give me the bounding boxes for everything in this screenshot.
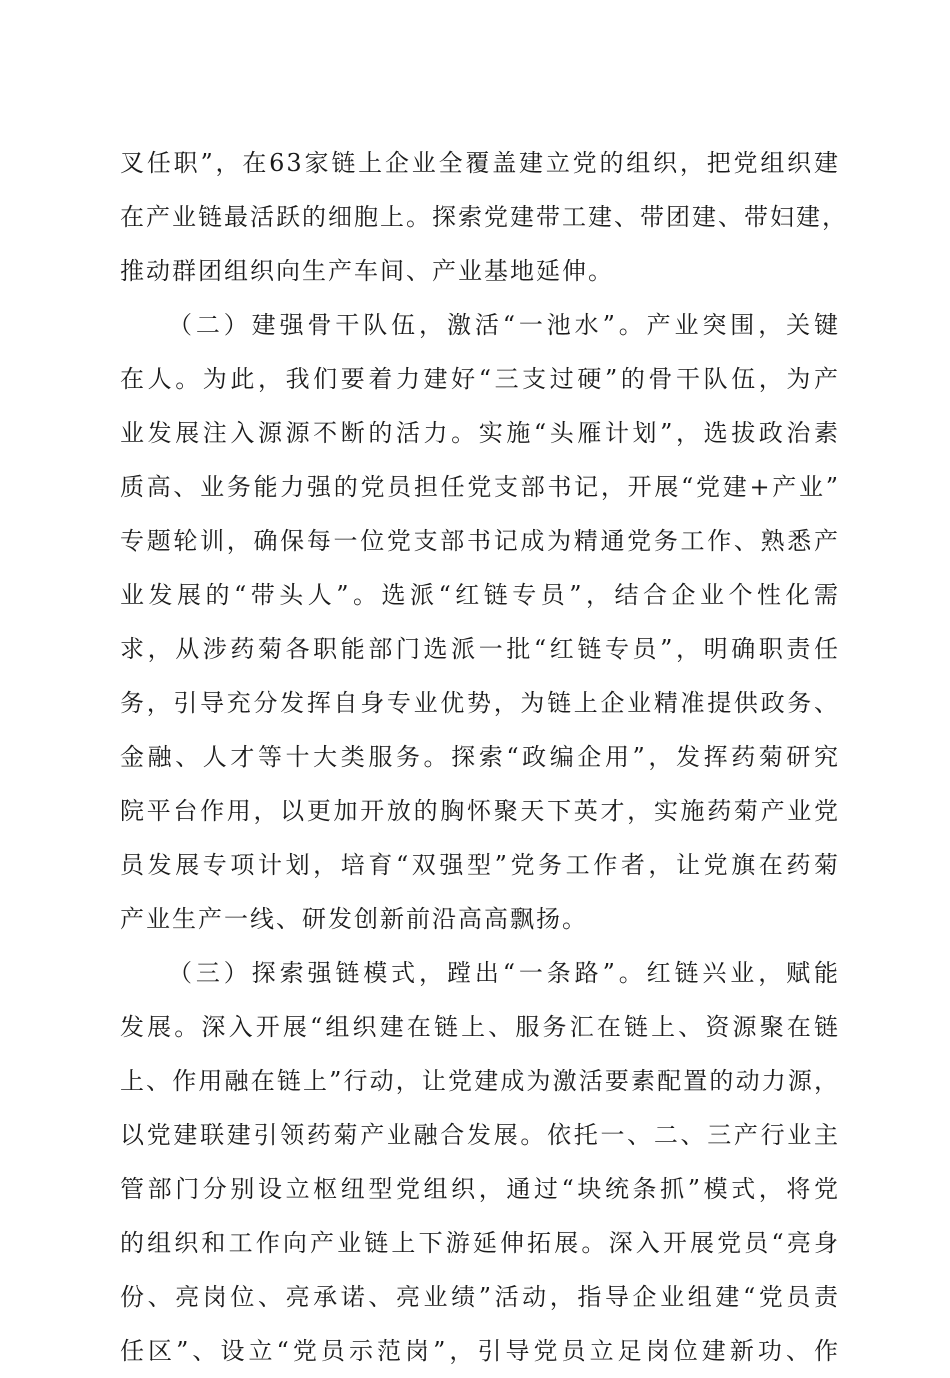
paragraph-line: 发展。深入开展“组织建在链上、服务汇在链上、资源聚在链 <box>120 1013 840 1041</box>
section-heading-line: （三）探索强链模式，蹚出“一条路”。红链兴业，赋能 <box>168 959 840 987</box>
paragraph-line: 在产业链最活跃的细胞上。探索党建带工建、带团建、带妇建， <box>120 203 848 231</box>
paragraph-line: 求，从涉药菊各职能部门选派一批“红链专员”，明确职责任 <box>120 635 840 663</box>
paragraph-line: 产业生产一线、研发创新前沿高高飘扬。 <box>120 905 588 933</box>
paragraph-3 <box>120 946 840 1378</box>
paragraph-line: 金融、人才等十大类服务。探索“政编企用”，发挥药菊研究 <box>120 743 840 771</box>
paragraph-line: 叉任职”，在63家链上企业全覆盖建立党的组织，把党组织建 <box>120 149 840 177</box>
paragraph-line: 专题轮训，确保每一位党支部书记成为精通党务工作、熟悉产 <box>120 527 840 555</box>
document-body <box>120 136 848 1378</box>
paragraph-line: 的组织和工作向产业链上下游延伸拓展。深入开展党员“亮身 <box>120 1229 840 1257</box>
paragraph-line: 推动群团组织向生产车间、产业基地延伸。 <box>120 257 614 285</box>
paragraph-line: 务，引导充分发挥自身专业优势，为链上企业精准提供政务、 <box>120 689 840 717</box>
paragraph-line: 院平台作用，以更加开放的胸怀聚天下英才，实施药菊产业党 <box>120 797 840 825</box>
paragraph-2 <box>120 298 840 946</box>
paragraph-line: 在人。为此，我们要着力建好“三支过硬”的骨干队伍，为产 <box>120 365 840 393</box>
paragraph-line: 上、作用融在链上”行动，让党建成为激活要素配置的动力源， <box>120 1067 840 1095</box>
paragraph-line: 质高、业务能力强的党员担任党支部书记，开展“党建+产业” <box>120 473 840 501</box>
paragraph-line: 以党建联建引领药菊产业融合发展。依托一、二、三产行业主 <box>120 1121 840 1149</box>
paragraph-line: 份、亮岗位、亮承诺、亮业绩”活动，指导企业组建“党员责 <box>120 1283 840 1311</box>
paragraph-line: 业发展注入源源不断的活力。实施“头雁计划”，选拔政治素 <box>120 419 840 447</box>
section-heading-line: （二）建强骨干队伍，激活“一池水”。产业突围，关键 <box>168 311 840 339</box>
paragraph-line: 业发展的“带头人”。选派“红链专员”，结合企业个性化需 <box>120 581 840 609</box>
paragraph-line: 管部门分别设立枢纽型党组织，通过“块统条抓”模式，将党 <box>120 1175 840 1203</box>
paragraph-line: 员发展专项计划，培育“双强型”党务工作者，让党旗在药菊 <box>120 851 840 879</box>
paragraph-1 <box>120 136 848 298</box>
paragraph-line: 任区”、设立“党员示范岗”，引导党员立足岗位建新功、作 <box>120 1337 840 1365</box>
